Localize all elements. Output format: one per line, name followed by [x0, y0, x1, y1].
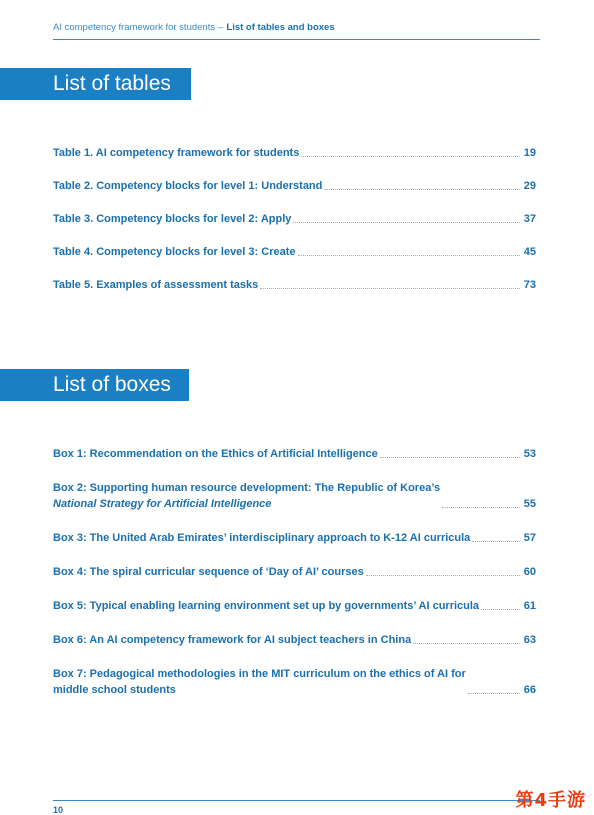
toc-entry-page[interactable]: 55: [523, 498, 536, 510]
site-watermark: 第4手游: [515, 790, 586, 811]
toc-entry-page[interactable]: 37: [523, 213, 536, 225]
toc-entry-label[interactable]: Table 4. Competency blocks for level 3: Create: [53, 246, 296, 258]
toc-entry-page[interactable]: 73: [523, 279, 536, 291]
toc-entry-table-3[interactable]: [53, 211, 536, 227]
toc-entry-box-4[interactable]: [53, 564, 536, 580]
toc-entry-page[interactable]: 61: [523, 600, 536, 612]
dot-leader: [324, 189, 519, 190]
toc-entry-table-1[interactable]: [53, 145, 536, 161]
boxes-toc: [53, 446, 536, 716]
document-title: AI competency framework for students: [53, 22, 216, 33]
dot-leader: [442, 507, 520, 508]
toc-entry-label[interactable]: Table 1. AI competency framework for students: [53, 147, 300, 159]
toc-entry-page[interactable]: 66: [523, 684, 536, 696]
toc-entry-label[interactable]: Box 3: The United Arab Emirates’ interdisciplinary approach to K-12 AI curricula: [53, 532, 471, 544]
dot-leader: [301, 156, 519, 157]
toc-entry-page[interactable]: 60: [523, 566, 536, 578]
toc-entry-box-2[interactable]: [53, 480, 536, 512]
running-header: [53, 22, 540, 40]
dot-leader: [380, 457, 520, 458]
toc-entry-box-7[interactable]: [53, 666, 536, 698]
list-of-tables-heading: List of tables: [0, 68, 191, 100]
dot-leader: [413, 643, 520, 644]
page-number: 10: [53, 805, 64, 815]
toc-entry-table-2[interactable]: [53, 178, 536, 194]
toc-entry-label[interactable]: Table 2. Competency blocks for level 1: Understand: [53, 180, 323, 192]
dot-leader: [298, 255, 520, 256]
toc-entry-label[interactable]: Box 6: An AI competency framework for AI subject teachers in China: [53, 634, 412, 646]
toc-entry-label-line-2: middle school students: [53, 684, 176, 696]
toc-entry-label[interactable]: Table 3. Competency blocks for level 2: Apply: [53, 213, 292, 225]
toc-entry-label[interactable]: [53, 480, 440, 512]
toc-entry-label-line-1: Box 7: Pedagogical methodologies in the MIT curriculum on the ethics of AI for: [53, 668, 466, 680]
toc-entry-label[interactable]: [53, 666, 466, 698]
toc-entry-page[interactable]: 53: [523, 448, 536, 460]
toc-entry-label[interactable]: Box 4: The spiral curricular sequence of ‘Day of AI’ courses: [53, 566, 364, 578]
toc-entry-page[interactable]: 29: [523, 180, 536, 192]
toc-entry-table-5[interactable]: [53, 277, 536, 293]
dot-leader: [472, 541, 519, 542]
dot-leader: [293, 222, 519, 223]
dot-leader: [260, 288, 520, 289]
toc-entry-label[interactable]: Table 5. Examples of assessment tasks: [53, 279, 259, 291]
toc-entry-box-6[interactable]: [53, 632, 536, 648]
toc-entry-label[interactable]: Box 1: Recommendation on the Ethics of Artificial Intelligence: [53, 448, 378, 460]
footer-rule: [53, 800, 540, 801]
list-of-boxes-heading: List of boxes: [0, 369, 189, 401]
toc-entry-page[interactable]: 63: [523, 634, 536, 646]
toc-entry-label-italic: National Strategy for Artificial Intelligence: [53, 498, 272, 510]
section-title: List of tables and boxes: [226, 22, 335, 33]
dot-leader: [366, 575, 520, 576]
header-separator: –: [218, 22, 224, 33]
tables-toc: [53, 145, 536, 310]
toc-entry-box-3[interactable]: [53, 530, 536, 546]
dot-leader: [468, 693, 520, 694]
toc-entry-page[interactable]: 57: [523, 532, 536, 544]
toc-entry-table-4[interactable]: [53, 244, 536, 260]
toc-entry-page[interactable]: 45: [523, 246, 536, 258]
dot-leader: [481, 609, 520, 610]
toc-entry-box-1[interactable]: [53, 446, 536, 462]
toc-entry-label[interactable]: Box 5: Typical enabling learning environment set up by governments’ AI curricula: [53, 600, 480, 612]
toc-entry-box-5[interactable]: [53, 598, 536, 614]
toc-entry-label-line-1: Box 2: Supporting human resource development: The Republic of Korea’s: [53, 482, 441, 494]
toc-entry-page[interactable]: 19: [523, 147, 536, 159]
